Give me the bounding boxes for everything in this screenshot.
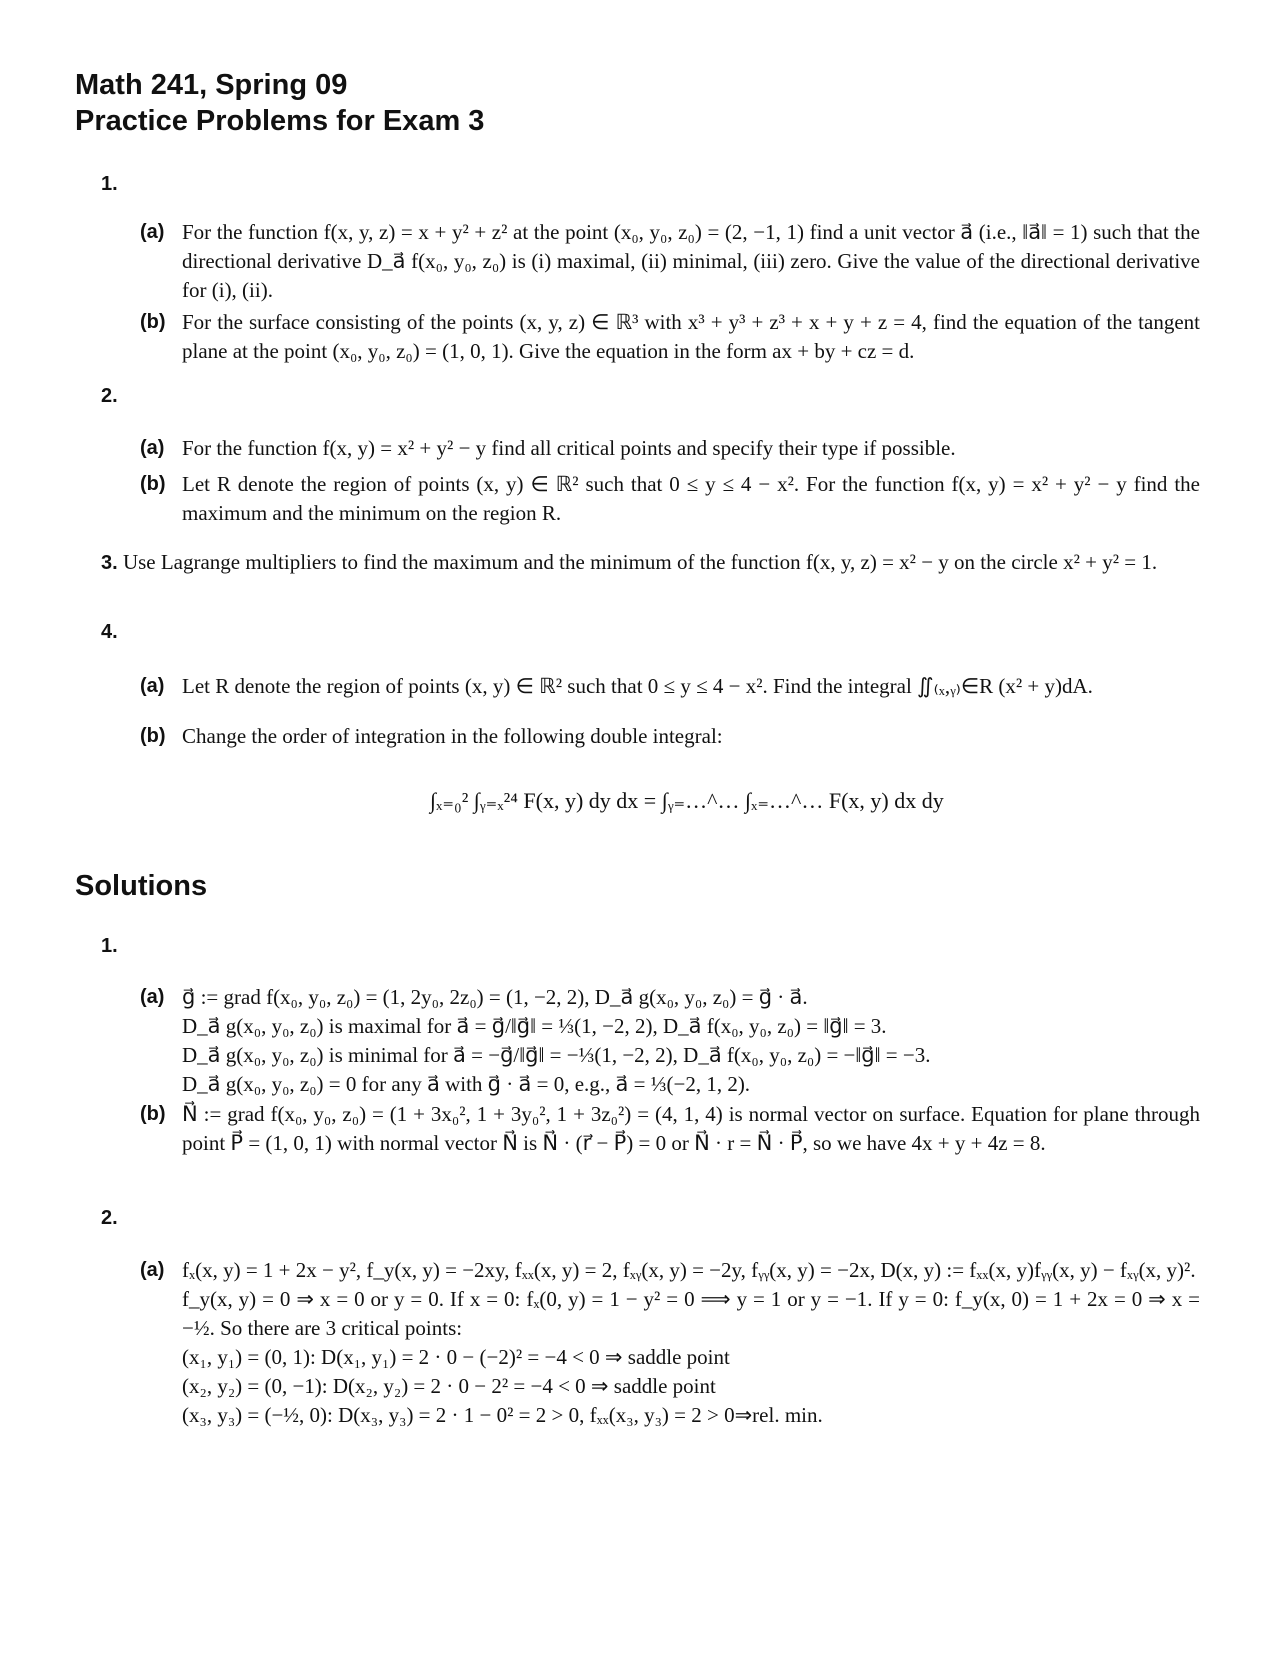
title-line-2: Practice Problems for Exam 3 [75, 105, 485, 137]
problem-1a-text: For the function f(x, y, z) = x + y² + z² at the point (x₀, y₀, z₀) = (2, −1, 1) find a unit vector a⃗ (i.e., ‖a⃗‖ = 1) such that the directional derivative D_a⃗ f(x₀, y₀, z₀) is (i) maximal, (ii) minimal, (iii) zero. Give the value of the directional derivative for (i), (ii). [182, 220, 1200, 302]
problem-4a [140, 672, 1200, 701]
problem-2a [140, 434, 1200, 463]
part-label: (b) [140, 1103, 166, 1125]
solution-1a-line-2: D_a⃗ g(x₀, y₀, z₀) is maximal for a⃗ = g⃗/‖g⃗‖ = ⅓(1, −2, 2), D_a⃗ f(x₀, y₀, z₀) = ‖g⃗‖ = 3. [182, 1014, 887, 1038]
part-label: (b) [140, 311, 166, 333]
problem-4-number: 4. [101, 621, 118, 643]
problem-4b [140, 722, 1200, 751]
double-integral-equation: ∫ₓ₌₀² ∫ᵧ₌ₓ²⁴ F(x, y) dy dx = ∫ᵧ₌…^… ∫ₓ₌…^… F(x, y) dx dy [430, 788, 944, 813]
solution-1b-text: N⃗ := grad f(x₀, y₀, z₀) = (1 + 3x₀², 1 + 3y₀², 1 + 3z₀²) = (4, 1, 4) is normal vector on surface. Equation for plane through point P⃗ = (1, 0, 1) with normal vector N⃗ is N⃗ · (r⃗ − P⃗) = 0 or N⃗ · r = N⃗ · P⃗, so we have 4x + y + 4z = 8. [182, 1102, 1200, 1155]
problem-1b-text: For the surface consisting of the points (x, y, z) ∈ ℝ³ with x³ + y³ + z³ + x + y + z = 4, find the equation of the tangent plane at the point (x₀, y₀, z₀) = (1, 0, 1). Give the equation in the form ax + by + cz = d. [182, 310, 1200, 363]
solution-1a-line-4: D_a⃗ g(x₀, y₀, z₀) = 0 for any a⃗ with g⃗ · a⃗ = 0, e.g., a⃗ = ⅓(−2, 1, 2). [182, 1072, 751, 1096]
solution-2a-line-1: (x₁, y₁) = (0, 1): D(x₁, y₁) = 2 · 0 − (−2)² = −4 < 0 ⇒ saddle point [182, 1345, 730, 1369]
part-label: (b) [140, 473, 166, 495]
problem-3 [101, 548, 1201, 578]
solution-2-number: 2. [101, 1207, 118, 1229]
part-label: (b) [140, 725, 166, 747]
document-title [75, 67, 484, 139]
solution-2a-paragraph-2: f_y(x, y) = 0 ⇒ x = 0 or y = 0. If x = 0: fₓ(0, y) = 1 − y² = 0 ⟹ y = 1 or y = −1. If y = 0: f_y(x, 0) = 1 + 2x = 0 ⇒ x = −½. So there are 3 critical points: [182, 1287, 1200, 1340]
solution-1a-line-1: g⃗ := grad f(x₀, y₀, z₀) = (1, 2y₀, 2z₀) = (1, −2, 2), D_a⃗ g(x₀, y₀, z₀) = g⃗ · a⃗. [182, 985, 808, 1009]
solution-2a [140, 1256, 1200, 1430]
part-label: (a) [140, 221, 165, 243]
title-line-1: Math 241, Spring 09 [75, 69, 348, 101]
solutions-heading: Solutions [75, 870, 208, 902]
solution-1b [140, 1100, 1200, 1158]
problem-1a [140, 218, 1200, 305]
part-label: (a) [140, 986, 165, 1008]
solution-1a-line-3: D_a⃗ g(x₀, y₀, z₀) is minimal for a⃗ = −g⃗/‖g⃗‖ = −⅓(1, −2, 2), D_a⃗ f(x₀, y₀, z₀) = −‖g⃗‖ = −3. [182, 1043, 931, 1067]
problem-2b-text: Let R denote the region of points (x, y) ∈ ℝ² such that 0 ≤ y ≤ 4 − x². For the function f(x, y) = x² + y² − y find the maximum and the minimum on the region R. [182, 472, 1200, 525]
problem-1-number: 1. [101, 173, 118, 195]
part-label: (a) [140, 675, 165, 697]
part-label: (a) [140, 1259, 165, 1281]
solution-1-number: 1. [101, 935, 118, 957]
solution-2a-line-2: (x₂, y₂) = (0, −1): D(x₂, y₂) = 2 · 0 − 2² = −4 < 0 ⇒ saddle point [182, 1374, 716, 1398]
problem-1b [140, 308, 1200, 366]
solution-2a-line-3: (x₃, y₃) = (−½, 0): D(x₃, y₃) = 2 · 1 − 0² = 2 > 0, fₓₓ(x₃, y₃) = 2 > 0⇒rel. min. [182, 1403, 823, 1427]
problem-4a-text: Let R denote the region of points (x, y) ∈ ℝ² such that 0 ≤ y ≤ 4 − x². Find the integral ∬₍ₓ,ᵧ₎∈R (x² + y)dA. [182, 674, 1093, 698]
solution-1a [140, 983, 1200, 1099]
part-label: (a) [140, 437, 165, 459]
problem-4b-text: Change the order of integration in the following double integral: [182, 724, 723, 748]
problem-3-text: Use Lagrange multipliers to find the maximum and the minimum of the function f(x, y, z) = x² − y on the circle x² + y² = 1. [122, 550, 1158, 574]
problem-2a-text: For the function f(x, y) = x² + y² − y find all critical points and specify their type if possible. [182, 436, 956, 460]
problem-2-number: 2. [101, 385, 118, 407]
problem-3-number: 3. [101, 552, 118, 574]
solution-2a-paragraph-1: fₓ(x, y) = 1 + 2x − y², f_y(x, y) = −2xy, fₓₓ(x, y) = 2, fₓᵧ(x, y) = −2y, fᵧᵧ(x, y) = −2x, D(x, y) := fₓₓ(x, y)fᵧᵧ(x, y) − fₓᵧ(x, y)². [182, 1258, 1196, 1282]
problem-2b [140, 470, 1200, 528]
